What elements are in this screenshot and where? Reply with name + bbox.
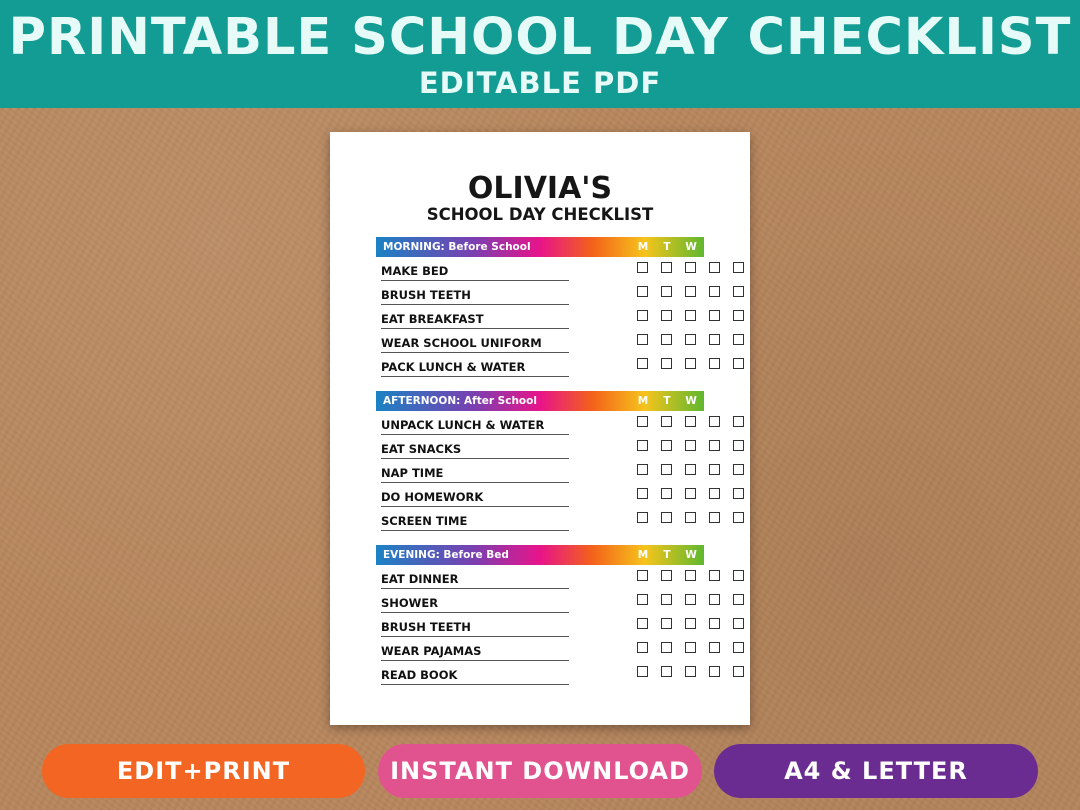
task-row (376, 411, 704, 435)
day-label: T (663, 395, 671, 407)
day-checkbox[interactable] (637, 286, 648, 297)
day-checkbox[interactable] (637, 262, 648, 273)
day-checkbox[interactable] (733, 570, 744, 581)
task-row (376, 613, 704, 637)
day-checkbox[interactable] (661, 286, 672, 297)
day-checkbox[interactable] (637, 666, 648, 677)
day-checkbox[interactable] (685, 512, 696, 523)
day-label: W (685, 241, 697, 253)
task-label: NAP TIME (381, 464, 569, 483)
day-label: M (637, 395, 649, 407)
task-label: SHOWER (381, 594, 569, 613)
day-checkbox[interactable] (733, 334, 744, 345)
a4-letter-badge: A4 & LETTER (714, 744, 1038, 798)
day-checkbox[interactable] (637, 618, 648, 629)
day-checkbox[interactable] (685, 570, 696, 581)
section-header (376, 237, 743, 257)
section-header (376, 545, 743, 565)
day-checkbox[interactable] (685, 310, 696, 321)
task-label: READ BOOK (381, 666, 569, 685)
day-label: F (735, 395, 743, 407)
task-label: BRUSH TEETH (381, 618, 569, 637)
day-checkbox[interactable] (661, 512, 672, 523)
day-checkbox[interactable] (637, 440, 648, 451)
day-checkbox[interactable] (709, 488, 720, 499)
day-checkbox[interactable] (709, 618, 720, 629)
day-checkbox[interactable] (637, 594, 648, 605)
day-label: F (735, 241, 743, 253)
task-row (376, 637, 704, 661)
task-label: EAT BREAKFAST (381, 310, 569, 329)
day-checkbox[interactable] (637, 512, 648, 523)
day-checkbox[interactable] (661, 594, 672, 605)
day-label: W (685, 395, 697, 407)
day-checkbox[interactable] (637, 416, 648, 427)
day-checkbox[interactable] (685, 618, 696, 629)
checklist-sheet (330, 132, 750, 725)
day-checkbox[interactable] (733, 488, 744, 499)
top-banner (0, 0, 1080, 108)
task-label: DO HOMEWORK (381, 488, 569, 507)
day-label: W (685, 549, 697, 561)
day-checkbox[interactable] (637, 310, 648, 321)
task-row (376, 281, 704, 305)
section-label: EVENING: Before Bed (383, 549, 509, 561)
sheet-owner-name: OLIVIA'S (467, 171, 613, 206)
day-checkbox[interactable] (685, 642, 696, 653)
day-checkbox[interactable] (685, 334, 696, 345)
task-label: EAT DINNER (381, 570, 569, 589)
task-label: WEAR SCHOOL UNIFORM (381, 334, 569, 353)
task-label: UNPACK LUNCH & WATER (381, 416, 569, 435)
day-checkbox[interactable] (685, 666, 696, 677)
day-checkbox[interactable] (733, 464, 744, 475)
task-row (376, 435, 704, 459)
day-checkbox[interactable] (685, 416, 696, 427)
day-label: M (637, 549, 649, 561)
banner-title: PRINTABLE SCHOOL DAY CHECKLIST (8, 8, 1072, 67)
day-checkbox[interactable] (709, 358, 720, 369)
day-checkbox[interactable] (709, 440, 720, 451)
day-checkbox[interactable] (733, 310, 744, 321)
task-row (376, 257, 704, 281)
day-checkbox[interactable] (637, 570, 648, 581)
day-checkbox[interactable] (709, 262, 720, 273)
day-checkbox[interactable] (733, 358, 744, 369)
day-checkbox[interactable] (661, 666, 672, 677)
section-label: MORNING: Before School (383, 241, 531, 253)
day-checkbox[interactable] (661, 488, 672, 499)
day-checkbox[interactable] (685, 286, 696, 297)
day-checkbox[interactable] (661, 416, 672, 427)
day-checkbox[interactable] (661, 642, 672, 653)
day-checkbox[interactable] (709, 334, 720, 345)
day-checkbox[interactable] (661, 358, 672, 369)
day-checkbox[interactable] (709, 286, 720, 297)
day-checkbox[interactable] (661, 440, 672, 451)
task-label: SCREEN TIME (381, 512, 569, 531)
day-checkbox[interactable] (709, 416, 720, 427)
day-label: T (663, 549, 671, 561)
task-row (376, 459, 704, 483)
day-checkbox[interactable] (733, 594, 744, 605)
day-label: M (637, 241, 649, 253)
day-checkbox[interactable] (685, 464, 696, 475)
day-checkbox[interactable] (709, 464, 720, 475)
day-checkbox[interactable] (733, 512, 744, 523)
day-checkbox[interactable] (709, 512, 720, 523)
task-row (376, 507, 704, 531)
day-checkbox[interactable] (661, 262, 672, 273)
section-label: AFTERNOON: After School (383, 395, 537, 407)
day-checkbox[interactable] (709, 570, 720, 581)
day-checkbox[interactable] (637, 488, 648, 499)
day-checkbox[interactable] (661, 310, 672, 321)
day-checkbox[interactable] (709, 310, 720, 321)
day-checkbox[interactable] (661, 334, 672, 345)
task-label: EAT SNACKS (381, 440, 569, 459)
day-label: Th (707, 241, 723, 253)
day-checkbox[interactable] (733, 440, 744, 451)
day-checkbox[interactable] (733, 642, 744, 653)
day-checkbox[interactable] (733, 416, 744, 427)
task-row (376, 661, 704, 685)
day-checkbox[interactable] (709, 594, 720, 605)
day-label: F (735, 549, 743, 561)
day-checkbox[interactable] (661, 618, 672, 629)
day-checkbox[interactable] (733, 666, 744, 677)
day-checkbox[interactable] (637, 358, 648, 369)
section-header (376, 391, 743, 411)
day-checkbox[interactable] (685, 262, 696, 273)
task-label: PACK LUNCH & WATER (381, 358, 569, 377)
task-label: MAKE BED (381, 262, 569, 281)
task-row (376, 589, 704, 613)
banner-subtitle: EDITABLE PDF (418, 66, 662, 100)
day-checkbox[interactable] (733, 286, 744, 297)
task-row (376, 483, 704, 507)
instant-download-badge: INSTANT DOWNLOAD (378, 744, 702, 798)
task-row (376, 353, 704, 377)
day-checkbox[interactable] (661, 570, 672, 581)
day-label: Th (707, 549, 723, 561)
task-row (376, 565, 704, 589)
task-row (376, 329, 704, 353)
day-checkbox[interactable] (661, 464, 672, 475)
checklist-section (376, 237, 743, 377)
day-checkbox[interactable] (637, 464, 648, 475)
task-label: WEAR PAJAMAS (381, 642, 569, 661)
task-row (376, 305, 704, 329)
day-checkbox[interactable] (733, 262, 744, 273)
checklist-section (376, 391, 743, 531)
day-label: Th (707, 395, 723, 407)
task-label: BRUSH TEETH (381, 286, 569, 305)
day-checkbox[interactable] (733, 618, 744, 629)
day-label: T (663, 241, 671, 253)
checklist-section (376, 545, 743, 685)
day-checkbox[interactable] (685, 358, 696, 369)
day-checkbox[interactable] (709, 666, 720, 677)
day-checkbox[interactable] (637, 334, 648, 345)
day-checkbox[interactable] (685, 488, 696, 499)
day-checkbox[interactable] (709, 642, 720, 653)
day-checkbox[interactable] (685, 440, 696, 451)
day-checkbox[interactable] (685, 594, 696, 605)
day-checkbox[interactable] (637, 642, 648, 653)
sheet-heading: SCHOOL DAY CHECKLIST (426, 205, 654, 224)
edit-print-badge: EDIT+PRINT (42, 744, 365, 798)
